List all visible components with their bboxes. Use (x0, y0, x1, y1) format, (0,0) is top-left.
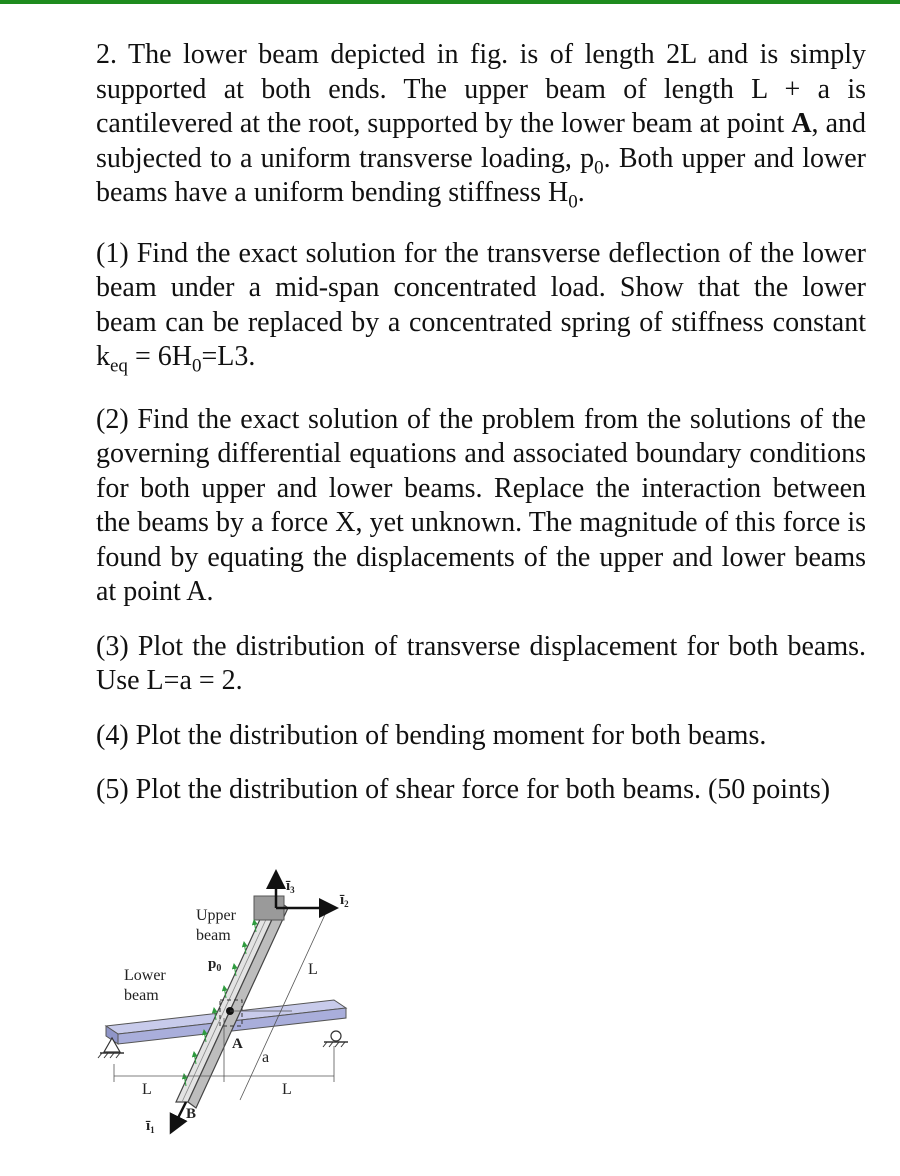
beam-diagram (96, 868, 396, 1158)
problem-intro: 2. The lower beam depicted in fig. is of length 2L and is simply supported at both ends. The upper beam of length L + a is cantilevered at the root, supported by the lower beam at point A, and subjected to a uniform transverse loading, $p_0$. Both upper and lower beams have a uniform bending stiffness $H_0$. (96, 39, 867, 213)
axis-i1-arrow (172, 1102, 186, 1130)
lower-beam-label-line2: beam (124, 987, 159, 1004)
point-A-label: A (232, 1036, 243, 1052)
dimension-a-label: a (262, 1049, 270, 1066)
lower-beam-label-line1: Lower (124, 967, 166, 984)
dimension-L-right-label: L (282, 1081, 292, 1098)
dimension-L-left-label: L (142, 1081, 152, 1098)
question-2: (2) Find the exact solution of the problem from the solutions of the governing differential equations and associated boundary conditions for both upper and lower beams. Replace the interaction between the beams by a force X, yet unknown. The magnitude of this force is found by equating the displacements of the upper and lower beams at point A. (96, 403, 866, 607)
problem-text (96, 38, 866, 828)
load-p-label: $p_0$ (208, 956, 222, 974)
question-3: (3) Plot the distribution of transverse displacement for both beams. Use L=a = 2. (96, 630, 866, 696)
axis-i1-label: $ī_1$ (146, 1118, 155, 1135)
dimension-L-upper-label: L (308, 961, 318, 978)
upper-beam-label-line2: beam (196, 927, 231, 944)
top-accent-bar (0, 0, 900, 4)
upper-beam-shape (176, 902, 288, 1108)
upper-beam-label-line1: Upper (196, 907, 236, 924)
axis-i2-label: $ī_2$ (340, 892, 349, 909)
beam-figure (96, 868, 396, 1158)
question-1: (1) Find the exact solution for the transverse deflection of the lower beam under a mid-span concentrated load. Show that the lower beam can be replaced by a concentrated spring of stiffness constant $k_{eq} = 6H_0=L3$. (96, 237, 866, 377)
axis-i3-label: $ī_3$ (286, 878, 295, 895)
question-5: (5) Plot the distribution of shear force for both beams. (50 points) (96, 774, 831, 805)
right-roller-support (323, 1031, 348, 1047)
problem-number: 2. (96, 39, 117, 70)
point-B-label: B (186, 1106, 197, 1122)
point-a-label: A (791, 108, 812, 139)
question-4: (4) Plot the distribution of bending moment for both beams. (96, 719, 767, 751)
